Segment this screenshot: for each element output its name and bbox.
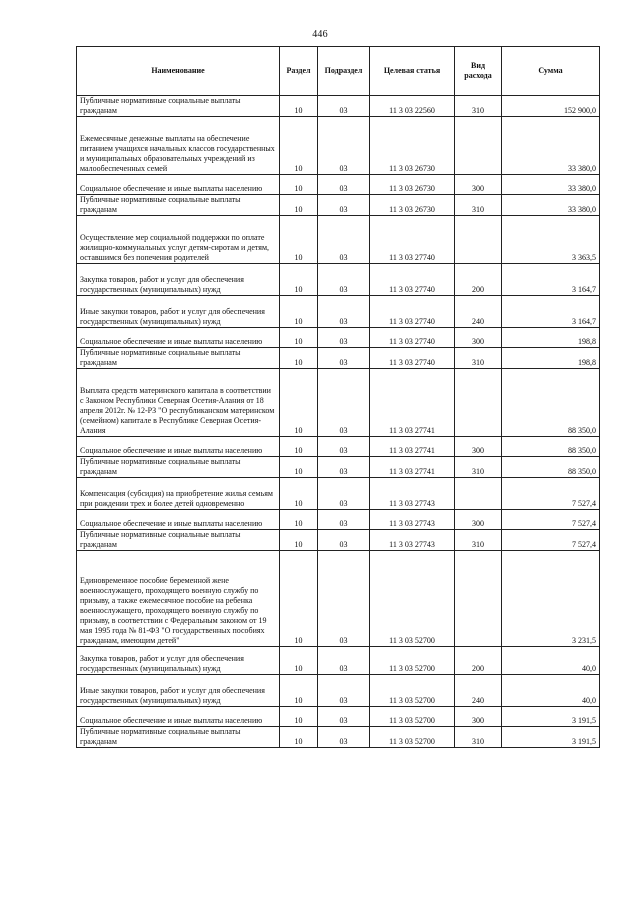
page-number: 446 (312, 29, 328, 40)
cell-expense-type: 300 (455, 437, 502, 457)
cell-expense-type: 300 (455, 175, 502, 195)
cell-subsection: 03 (318, 647, 370, 675)
cell-sum: 88 350,0 (502, 369, 600, 437)
cell-sum: 3 231,5 (502, 551, 600, 647)
cell-expense-type: 240 (455, 675, 502, 707)
table-row (77, 195, 600, 216)
cell-subsection: 03 (318, 457, 370, 478)
cell-expense-type (455, 551, 502, 647)
cell-target: 11 3 03 52700 (370, 727, 455, 748)
cell-target: 11 3 03 52700 (370, 707, 455, 727)
cell-section: 10 (280, 296, 318, 328)
cell-target: 11 3 03 27740 (370, 296, 455, 328)
cell-subsection: 03 (318, 296, 370, 328)
cell-expense-type: 240 (455, 296, 502, 328)
cell-name: Публичные нормативные социальные выплаты гражданам (77, 457, 280, 478)
cell-name: Социальное обеспечение и иные выплаты населению (77, 707, 280, 727)
table-row (77, 264, 600, 296)
cell-target: 11 3 03 26730 (370, 195, 455, 216)
cell-sum: 3 164,7 (502, 296, 600, 328)
cell-target: 11 3 03 26730 (370, 117, 455, 175)
cell-sum: 33 380,0 (502, 117, 600, 175)
cell-subsection: 03 (318, 96, 370, 117)
cell-target: 11 3 03 27743 (370, 510, 455, 530)
cell-sum: 88 350,0 (502, 457, 600, 478)
cell-sum: 198,8 (502, 348, 600, 369)
table-row (77, 328, 600, 348)
cell-name: Закупка товаров, работ и услуг для обеспечения государственных (муниципальных) нужд (77, 647, 280, 675)
cell-sum: 88 350,0 (502, 437, 600, 457)
cell-expense-type: 300 (455, 510, 502, 530)
cell-section: 10 (280, 264, 318, 296)
cell-target: 11 3 03 26730 (370, 175, 455, 195)
cell-target: 11 3 03 27740 (370, 264, 455, 296)
cell-section: 10 (280, 117, 318, 175)
header-name: Наименование (77, 47, 280, 96)
cell-subsection: 03 (318, 264, 370, 296)
cell-sum: 7 527,4 (502, 530, 600, 551)
cell-name: Закупка товаров, работ и услуг для обеспечения государственных (муниципальных) нужд (77, 264, 280, 296)
cell-name: Публичные нормативные социальные выплаты гражданам (77, 195, 280, 216)
cell-subsection: 03 (318, 195, 370, 216)
cell-section: 10 (280, 675, 318, 707)
cell-subsection: 03 (318, 216, 370, 264)
cell-subsection: 03 (318, 551, 370, 647)
cell-section: 10 (280, 530, 318, 551)
cell-expense-type: 300 (455, 328, 502, 348)
cell-name: Компенсация (субсидия) на приобретение жилья семьям при рождении трех и более детей одновременно (77, 478, 280, 510)
cell-name: Социальное обеспечение и иные выплаты населению (77, 510, 280, 530)
cell-sum: 198,8 (502, 328, 600, 348)
cell-subsection: 03 (318, 478, 370, 510)
cell-name: Осуществление мер социальной поддержки по оплате жилищно-коммунальных услуг детям-сиротам и детям, оставшимся без попечения родителей (77, 216, 280, 264)
cell-section: 10 (280, 457, 318, 478)
header-section: Раздел (280, 47, 318, 96)
cell-expense-type: 200 (455, 647, 502, 675)
cell-section: 10 (280, 727, 318, 748)
cell-expense-type: 310 (455, 96, 502, 117)
cell-expense-type (455, 216, 502, 264)
table-row (77, 296, 600, 328)
header-expense-type: Вид расхода (455, 47, 502, 96)
cell-name: Выплата средств материнского капитала в соответствии с Законом Республики Северная Осетия-Алания от 18 апреля 2012г. № 12-РЗ "О республиканском материнском (семейном) капитале в Республике Северная Осетия-Алания (77, 369, 280, 437)
cell-target: 11 3 03 27741 (370, 437, 455, 457)
table-body (77, 96, 600, 748)
header-sum: Сумма (502, 47, 600, 96)
cell-section: 10 (280, 348, 318, 369)
cell-expense-type (455, 478, 502, 510)
cell-name: Публичные нормативные социальные выплаты гражданам (77, 530, 280, 551)
cell-sum: 33 380,0 (502, 195, 600, 216)
table-row (77, 675, 600, 707)
cell-subsection: 03 (318, 437, 370, 457)
cell-expense-type: 310 (455, 348, 502, 369)
cell-section: 10 (280, 647, 318, 675)
cell-name: Иные закупки товаров, работ и услуг для обеспечения государственных (муниципальных) нужд (77, 296, 280, 328)
cell-expense-type: 310 (455, 727, 502, 748)
table-row (77, 647, 600, 675)
cell-target: 11 3 03 27740 (370, 328, 455, 348)
cell-subsection: 03 (318, 707, 370, 727)
cell-sum: 152 900,0 (502, 96, 600, 117)
cell-section: 10 (280, 707, 318, 727)
table-row (77, 175, 600, 195)
cell-section: 10 (280, 551, 318, 647)
cell-name: Социальное обеспечение и иные выплаты населению (77, 328, 280, 348)
table-row (77, 478, 600, 510)
cell-section: 10 (280, 216, 318, 264)
cell-sum: 3 191,5 (502, 727, 600, 748)
cell-subsection: 03 (318, 675, 370, 707)
cell-expense-type: 300 (455, 707, 502, 727)
cell-subsection: 03 (318, 530, 370, 551)
cell-section: 10 (280, 96, 318, 117)
cell-target: 11 3 03 27740 (370, 216, 455, 264)
cell-target: 11 3 03 27741 (370, 457, 455, 478)
cell-subsection: 03 (318, 175, 370, 195)
table-row (77, 369, 600, 437)
table-row (77, 707, 600, 727)
table-row (77, 96, 600, 117)
table-header-row (77, 47, 600, 96)
cell-subsection: 03 (318, 348, 370, 369)
cell-name: Иные закупки товаров, работ и услуг для обеспечения государственных (муниципальных) нужд (77, 675, 280, 707)
table-row (77, 437, 600, 457)
cell-section: 10 (280, 478, 318, 510)
cell-target: 11 3 03 27743 (370, 478, 455, 510)
cell-subsection: 03 (318, 328, 370, 348)
cell-section: 10 (280, 195, 318, 216)
cell-sum: 3 191,5 (502, 707, 600, 727)
cell-name: Публичные нормативные социальные выплаты гражданам (77, 96, 280, 117)
header-subsection: Подраздел (318, 47, 370, 96)
cell-expense-type (455, 117, 502, 175)
budget-table (76, 46, 600, 748)
cell-subsection: 03 (318, 117, 370, 175)
cell-sum: 33 380,0 (502, 175, 600, 195)
table-row (77, 348, 600, 369)
cell-section: 10 (280, 510, 318, 530)
cell-section: 10 (280, 437, 318, 457)
cell-section: 10 (280, 328, 318, 348)
cell-name: Публичные нормативные социальные выплаты гражданам (77, 348, 280, 369)
cell-target: 11 3 03 52700 (370, 551, 455, 647)
cell-expense-type: 310 (455, 195, 502, 216)
cell-subsection: 03 (318, 369, 370, 437)
cell-target: 11 3 03 27743 (370, 530, 455, 551)
cell-name: Социальное обеспечение и иные выплаты населению (77, 175, 280, 195)
cell-section: 10 (280, 369, 318, 437)
cell-expense-type: 200 (455, 264, 502, 296)
cell-target: 11 3 03 52700 (370, 675, 455, 707)
cell-subsection: 03 (318, 510, 370, 530)
cell-target: 11 3 03 27740 (370, 348, 455, 369)
table-row (77, 727, 600, 748)
cell-subsection: 03 (318, 727, 370, 748)
cell-target: 11 3 03 22560 (370, 96, 455, 117)
cell-sum: 7 527,4 (502, 510, 600, 530)
cell-sum: 40,0 (502, 675, 600, 707)
table-row (77, 510, 600, 530)
table-row (77, 117, 600, 175)
table-row (77, 551, 600, 647)
cell-sum: 40,0 (502, 647, 600, 675)
cell-section: 10 (280, 175, 318, 195)
header-target: Целевая статья (370, 47, 455, 96)
cell-name: Публичные нормативные социальные выплаты гражданам (77, 727, 280, 748)
cell-expense-type: 310 (455, 457, 502, 478)
cell-name: Ежемесячные денежные выплаты на обеспечение питанием учащихся начальных классов государственных и муниципальных образовательных учреждений из малообеспеченных семей (77, 117, 280, 175)
cell-expense-type: 310 (455, 530, 502, 551)
table-row (77, 530, 600, 551)
cell-name: Социальное обеспечение и иные выплаты населению (77, 437, 280, 457)
cell-name: Единовременное пособие беременной жене военнослужащего, проходящего военную службу по призыву, а также ежемесячное пособие на ребенка военнослужащего, проходящего военную службу по призыву, в соответствии с Федеральным законом от 19 мая 1995 года № 81-ФЗ "О государственных пособиях гражданам, имеющим детей" (77, 551, 280, 647)
cell-sum: 3 164,7 (502, 264, 600, 296)
table-row (77, 216, 600, 264)
cell-target: 11 3 03 27741 (370, 369, 455, 437)
cell-expense-type (455, 369, 502, 437)
table-row (77, 457, 600, 478)
cell-sum: 7 527,4 (502, 478, 600, 510)
cell-sum: 3 363,5 (502, 216, 600, 264)
cell-target: 11 3 03 52700 (370, 647, 455, 675)
